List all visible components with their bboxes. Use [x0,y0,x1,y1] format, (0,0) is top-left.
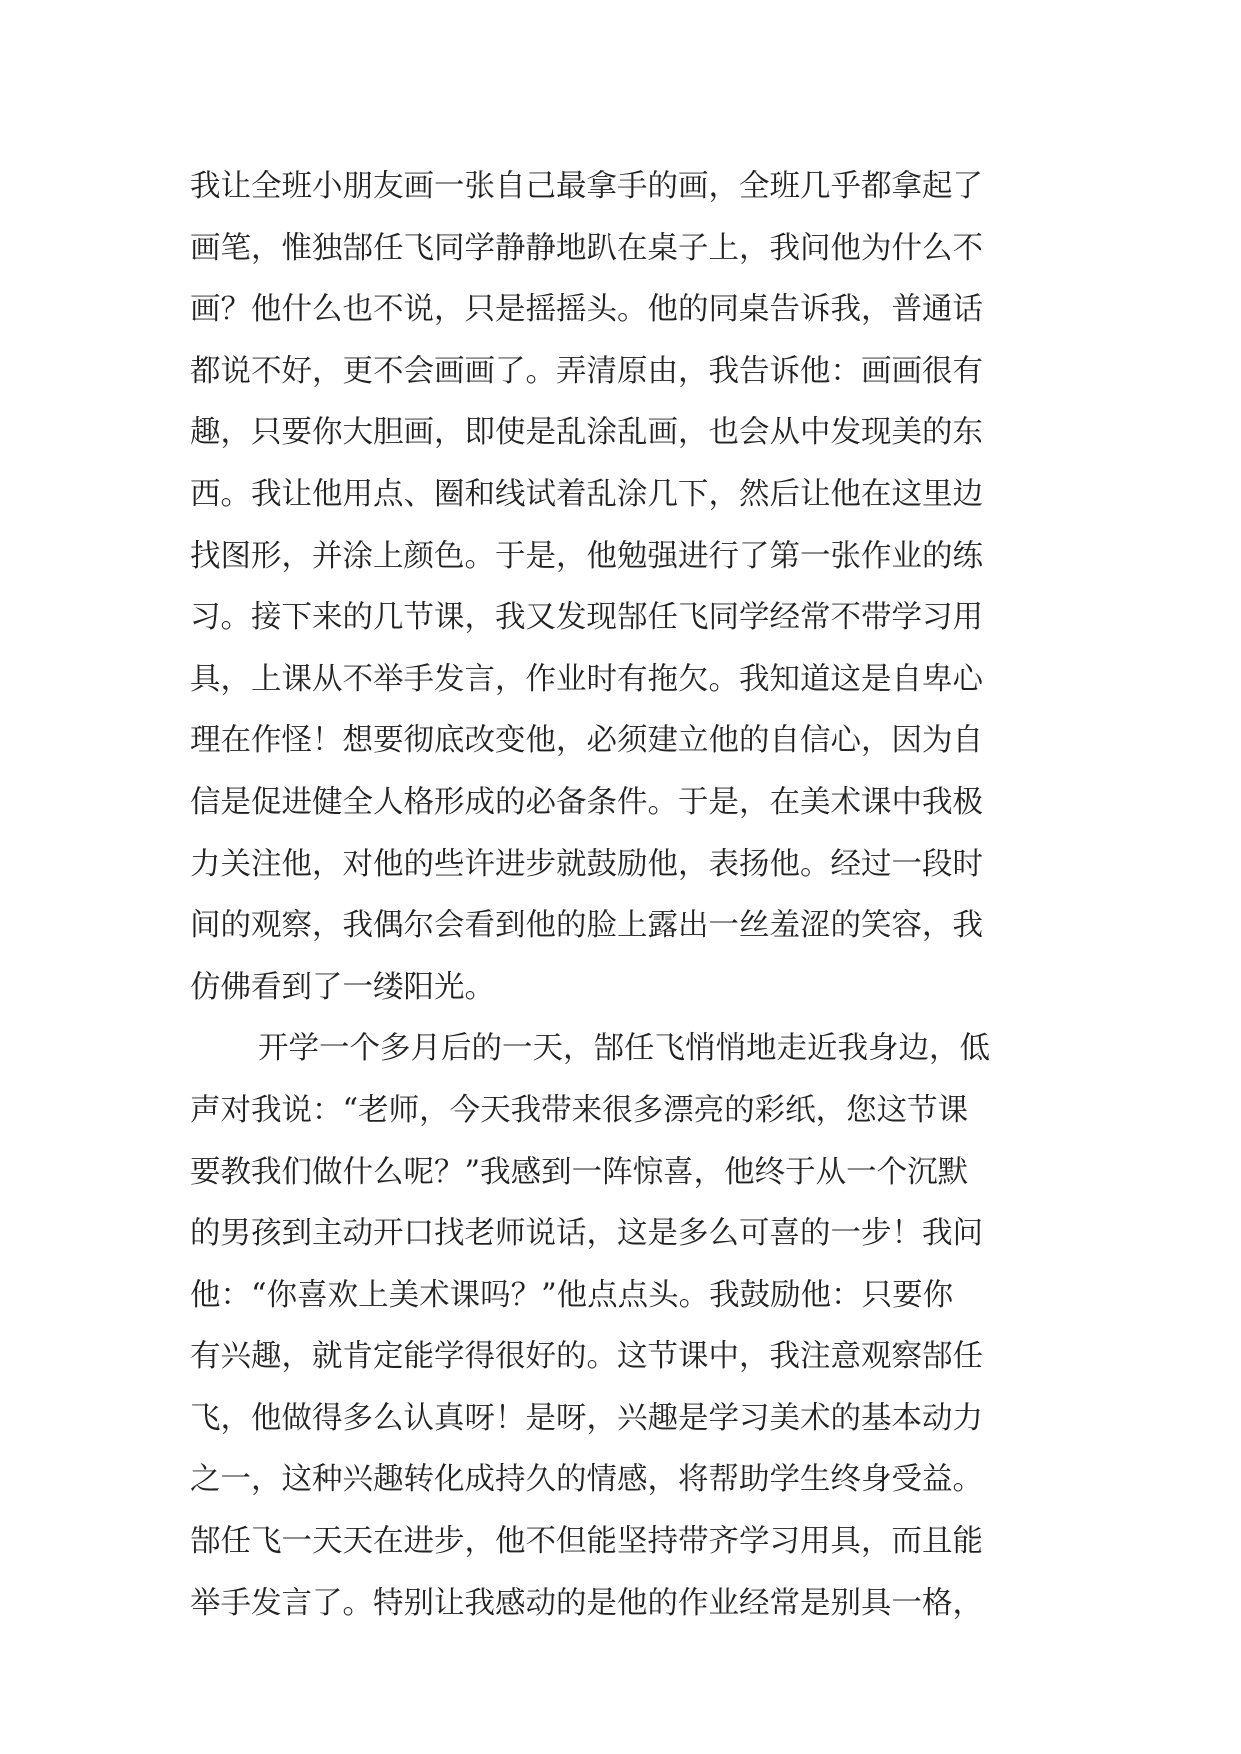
text-line: 郜任飞一天天在进步，他不但能坚持带齐学习用具，而且能 [190,1524,983,1560]
text-line: 之一，这种兴趣转化成持久的情感，将帮助学生终身受益。 [190,1462,983,1498]
text-line: 趣，只要你大胆画，即使是乱涂乱画，也会从中发现美的东 [190,415,983,451]
text-line: 西。我让他用点、圈和线试着乱涂几下，然后让他在这里边 [190,476,983,512]
text-line: 举手发言了。特别让我感动的是他的作业经常是别具一格， [190,1585,983,1621]
text-line: 有兴趣，就肯定能学得很好的。这节课中，我注意观察郜任 [190,1339,983,1375]
text-line: 仿佛看到了一缕阳光。 [190,969,495,1005]
text-line: 都说不好，更不会画画了。弄清原由，我告诉他：画画很有 [190,353,983,389]
text-line: 理在作怪！想要彻底改变他，必须建立他的自信心，因为自 [190,723,983,759]
text-line: 的男孩到主动开口找老师说话，这是多么可喜的一步！我问 [190,1216,983,1252]
text-line: 找图形，并涂上颜色。于是，他勉强进行了第一张作业的练 [190,538,983,574]
text-line: 他：“你喜欢上美术课吗？”他点点头。我鼓励他：只要你 [190,1277,954,1313]
text-line: 开学一个多月后的一天，郜任飞悄悄地走近我身边，低 [258,1031,990,1067]
paragraph-2 [190,1018,1060,1634]
text-line: 画笔，惟独郜任飞同学静静地趴在桌子上，我问他为什么不 [190,230,983,266]
document-body [190,156,1060,1634]
text-line: 具，上课从不举手发言，作业时有拖欠。我知道这是自卑心 [190,661,983,697]
text-line: 信是促进健全人格形成的必备条件。于是，在美术课中我极 [190,784,983,820]
text-line: 声对我说：“老师，今天我带来很多漂亮的彩纸，您这节课 [190,1092,969,1128]
text-line: 画？他什么也不说，只是摇摇头。他的同桌告诉我，普通话 [190,292,983,328]
text-line: 间的观察，我偶尔会看到他的脸上露出一丝羞涩的笑容，我 [190,908,983,944]
text-line: 习。接下来的几节课，我又发现郜任飞同学经常不带学习用 [190,600,983,636]
text-line: 要教我们做什么呢？”我感到一阵惊喜，他终于从一个沉默 [190,1154,969,1190]
text-line: 飞，他做得多么认真呀！是呀，兴趣是学习美术的基本动力 [190,1400,983,1436]
text-line: 力关注他，对他的些许进步就鼓励他，表扬他。经过一段时 [190,846,983,882]
paragraph-1 [190,156,1060,1018]
text-line: 我让全班小朋友画一张自己最拿手的画，全班几乎都拿起了 [190,169,983,204]
